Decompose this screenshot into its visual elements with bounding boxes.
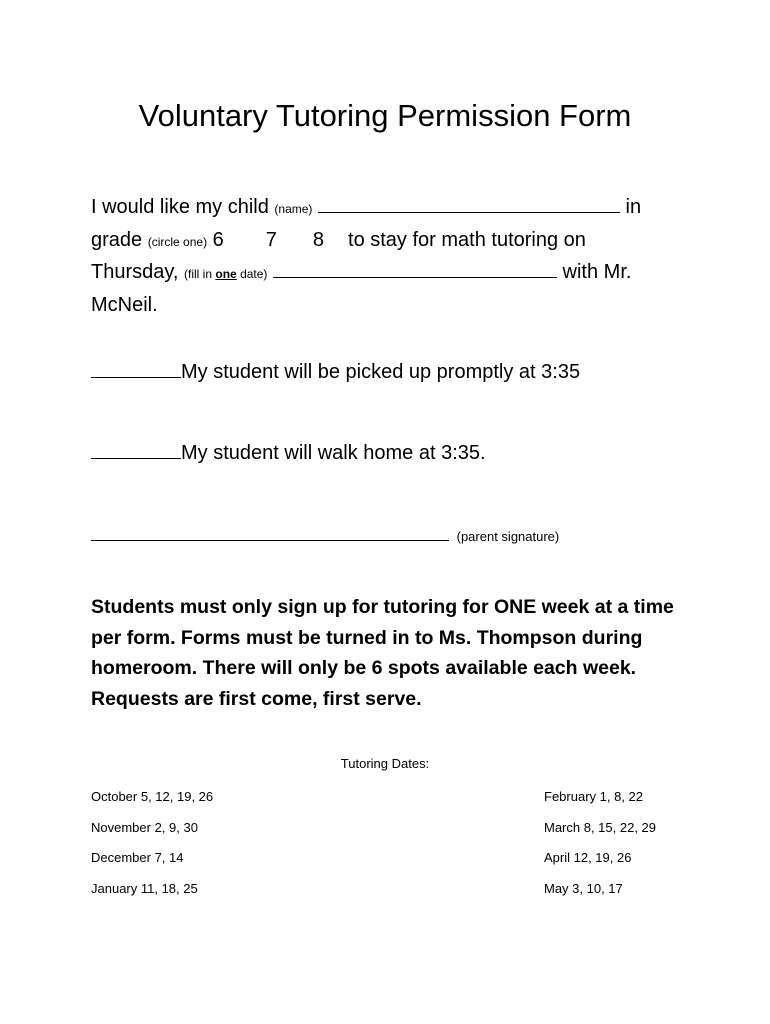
date-hint: (fill in one date)	[184, 267, 268, 281]
pickup-option-label: My student will be picked up promptly at 3:35	[181, 361, 581, 383]
pickup-option	[91, 357, 580, 387]
permission-text-1: I would like my child	[91, 196, 269, 218]
grade-hint: (circle one)	[147, 234, 208, 249]
signature-row	[91, 524, 559, 549]
permission-text-5: Thursday,	[91, 261, 179, 283]
permission-text-6: with Mr.	[562, 261, 632, 283]
tutoring-date-field[interactable]	[273, 263, 557, 278]
signature-label: (parent signature)	[456, 529, 560, 544]
grade-option-6[interactable]: 6	[212, 228, 224, 251]
date-november: November 2, 9, 30	[91, 820, 198, 835]
tutoring-dates-heading: Tutoring Dates:	[340, 756, 430, 771]
parent-signature-field[interactable]	[91, 524, 449, 541]
date-april: April 12, 19, 26	[544, 850, 632, 865]
walk-option-label: My student will walk home at 3:35.	[181, 442, 486, 464]
date-february: February 1, 8, 22	[544, 789, 643, 804]
notice-paragraph: Students must only sign up for tutoring for ONE week at a time per form. Forms must be turned in to Ms. Thompson during homeroom. There will only be 6 spots available each week. Requests are first come, first serve.	[91, 596, 674, 710]
date-march: March 8, 15, 22, 29	[544, 820, 657, 835]
date-may: May 3, 10, 17	[544, 881, 623, 896]
permission-text-3: grade	[91, 228, 143, 251]
child-name-field[interactable]	[318, 198, 620, 213]
date-october: October 5, 12, 19, 26	[91, 789, 214, 804]
walk-option	[91, 438, 486, 468]
permission-text-2: in	[625, 196, 642, 218]
permission-paragraph	[91, 192, 691, 320]
permission-text-7: McNeil.	[91, 293, 158, 316]
walk-checkbox-line[interactable]	[91, 444, 181, 459]
date-january: January 11, 18, 25	[91, 881, 198, 896]
name-hint: (name)	[274, 202, 313, 216]
form-title: Voluntary Tutoring Permission Form	[138, 98, 632, 133]
date-december: December 7, 14	[91, 850, 184, 865]
grade-option-7[interactable]: 7	[265, 228, 277, 251]
grade-option-8[interactable]: 8	[312, 228, 325, 251]
permission-text-4: to stay for math tutoring on	[348, 228, 586, 251]
pickup-checkbox-line[interactable]	[91, 363, 181, 378]
